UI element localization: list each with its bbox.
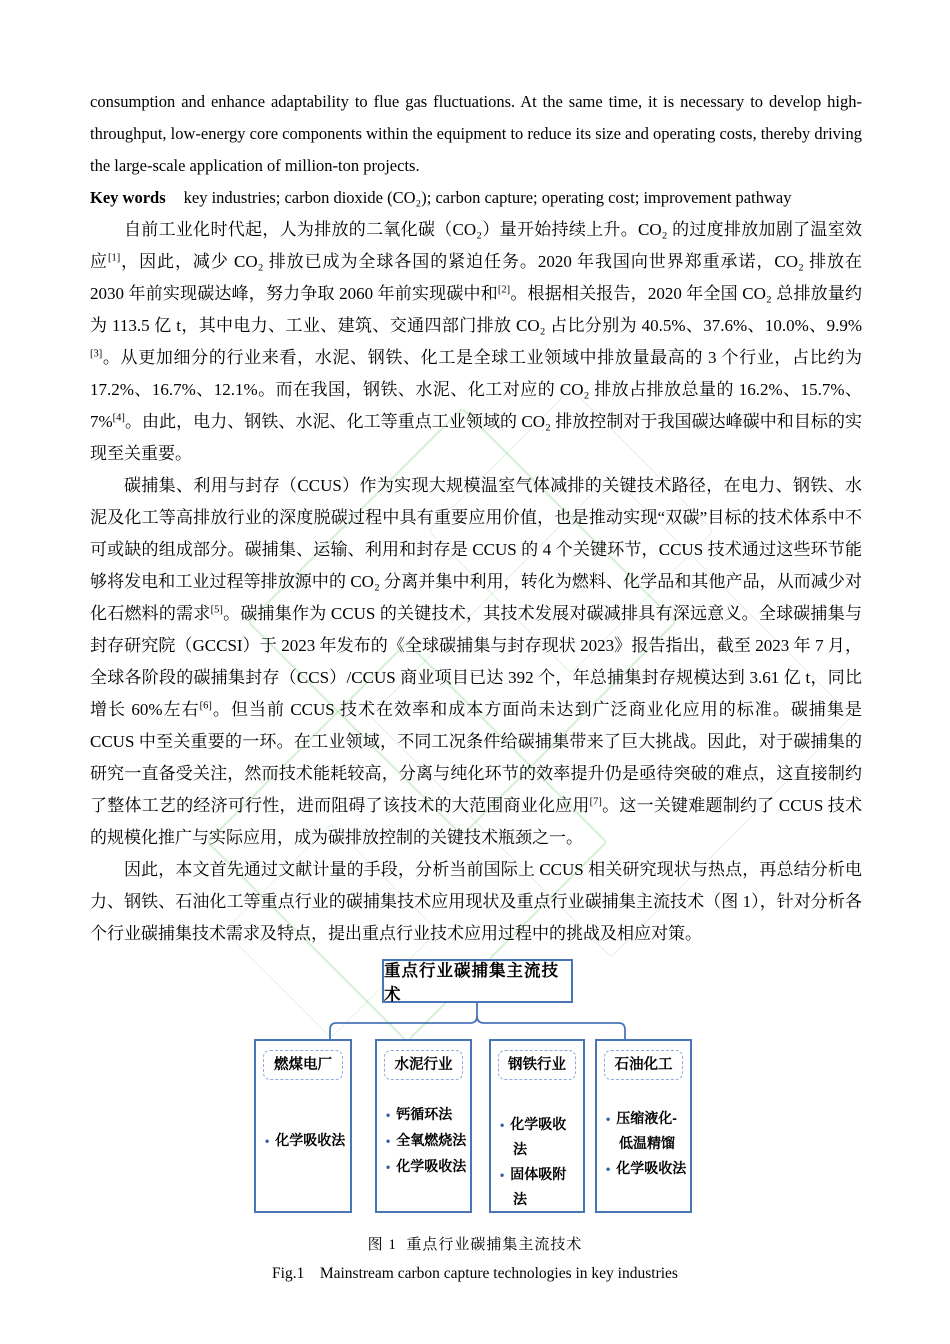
tech-item: • 化学吸收法 [606,1156,687,1181]
industry-label: 燃煤电厂 [263,1050,343,1080]
figure-1-diagram [0,959,950,1217]
tech-item: • 化学吸收法 [386,1154,467,1179]
tech-items-list [597,1106,690,1181]
figure-caption-chinese: 图 1 重点行业碳捕集主流技术 [367,1237,583,1253]
tech-item: • 钙循环法 [386,1102,467,1127]
keywords-text: key industries; carbon dioxide (CO₂); carbon capture; operating cost; improvement pathway [183,188,792,207]
paragraph-study-purpose: 因此，本文首先通过文献计量的手段，分析当前国际上 CCUS 相关研究现状与热点，再总结分析电力、钢铁、石油化工等重点行业的碳捕集技术应用现状及重点行业碳捕集主流技术（图 1），针对分析各个行业碳捕集技术需求及特点，提出重点行业技术应用过程中的挑战及相应对策。 [90,860,862,943]
tech-item: • 全氧燃烧法 [386,1128,467,1153]
tech-items-list [491,1112,583,1211]
industry-label: 石油化工 [604,1050,683,1080]
tech-item: • 固体吸附法 [500,1162,580,1211]
tech-items-list [256,1128,350,1153]
industry-column-coal-power [254,1039,352,1213]
paragraph-co2-emissions: 自前工业化时代起，人为排放的二氧化碳（CO₂）量开始持续上升。CO₂ 的过度排放加剧了温室效应[1]，因此，减少 CO₂ 排放已成为全球各国的紧迫任务。2020 年我国向世界郑重承诺，CO₂ 排放在 2030 年前实现碳达峰，努力争取 2060 年前实现碳中和[2]。根据相关报告，2020 年全国 CO₂ 总排放量约为 113.5 亿 t，其中电力、工业、建筑、交通四部门排放 CO₂ 占比分别为 40.5%、37.6%、10.0%、9.9%[3]。从更加细分的行业来看，水泥、钢铁、化工是全球工业领域中排放量最高的 3 个行业，占比约为 17.2%、16.7%、12.1%。而在我国，钢铁、水泥、化工对应的 CO₂ 排放占排放总量的 16.2%、15.7%、7%[4]。由此，电力、钢铁、水泥、化工等重点工业领域的 CO₂ 排放控制对于我国碳达峰碳中和目标的实现至关重要。 [90,220,863,463]
tech-item: • 压缩液化-低温精馏 [606,1106,687,1155]
keywords-line [90,182,862,214]
text-column [90,0,862,950]
tech-items-list [377,1102,470,1179]
paragraph-ccus-overview: 碳捕集、利用与封存（CCUS）作为实现大规模温室气体减排的关键技术路径，在电力、钢铁、水泥及化工等高排放行业的深度脱碳过程中具有重要应用价值，也是推动实现“双碳”目标的技术体系中不可或缺的组成部分。碳捕集、运输、利用和封存是 CCUS 的 4 个关键环节，CCUS 技术通过这些环节能够将发电和工业过程等排放源中的 CO₂ 分离并集中利用，转化为燃料、化学品和其他产品，从而减少对化石燃料的需求[5]。碳捕集作为 CCUS 的关键技术，其技术发展对碳减排具有深远意义。全球碳捕集与封存研究院（GCCSI）于 2023 年发布的《全球碳捕集与封存现状 2023》报告指出，截至 2023 年 7 月，全球各阶段的碳捕集封存（CCS）/CCUS 商业项目已达 392 个，年总捕集封存规模达到 3.61 亿 t，同比增长 60%左右[6]。但当前 CCUS 技术在效率和成本方面尚未达到广泛商业化应用的标准。碳捕集是 CCUS 中至关重要的一环。在工业领域，不同工况条件给碳捕集带来了巨大挑战。因此，对于碳捕集的研究一直备受关注，然而技术能耗较高，分离与纯化环节的效率提升仍是亟待突破的难点，这直接制约了整体工艺的经济可行性，进而阻碍了该技术的大范围商业化应用[7]。这一关键难题制约了 CCUS 技术的规模化推广与实际应用，成为碳排放控制的关键技术瓶颈之一。 [90,476,862,847]
keywords-label: Key words [90,188,166,207]
industry-label: 水泥行业 [384,1050,463,1080]
tech-item: • 化学吸收法 [500,1112,580,1161]
industry-label: 钢铁行业 [498,1050,576,1080]
figure-title-box: 重点行业碳捕集主流技术 [382,959,573,1003]
tech-item: • 化学吸收法 [265,1128,347,1153]
figure-caption-english: Fig.1 Mainstream carbon capture technologies in key industries [272,1265,678,1282]
industry-column-steel [489,1039,585,1213]
industry-column-petrochemical [595,1039,692,1213]
abstract-english-text: consumption and enhance adaptability to flue gas fluctuations. At the same time, it is necessary to develop high-throughput, low-energy core components within the equipment to reduce its size and operating costs, thereby driving the large-scale application of million-ton projects. [90,92,862,175]
industry-column-cement [375,1039,472,1213]
